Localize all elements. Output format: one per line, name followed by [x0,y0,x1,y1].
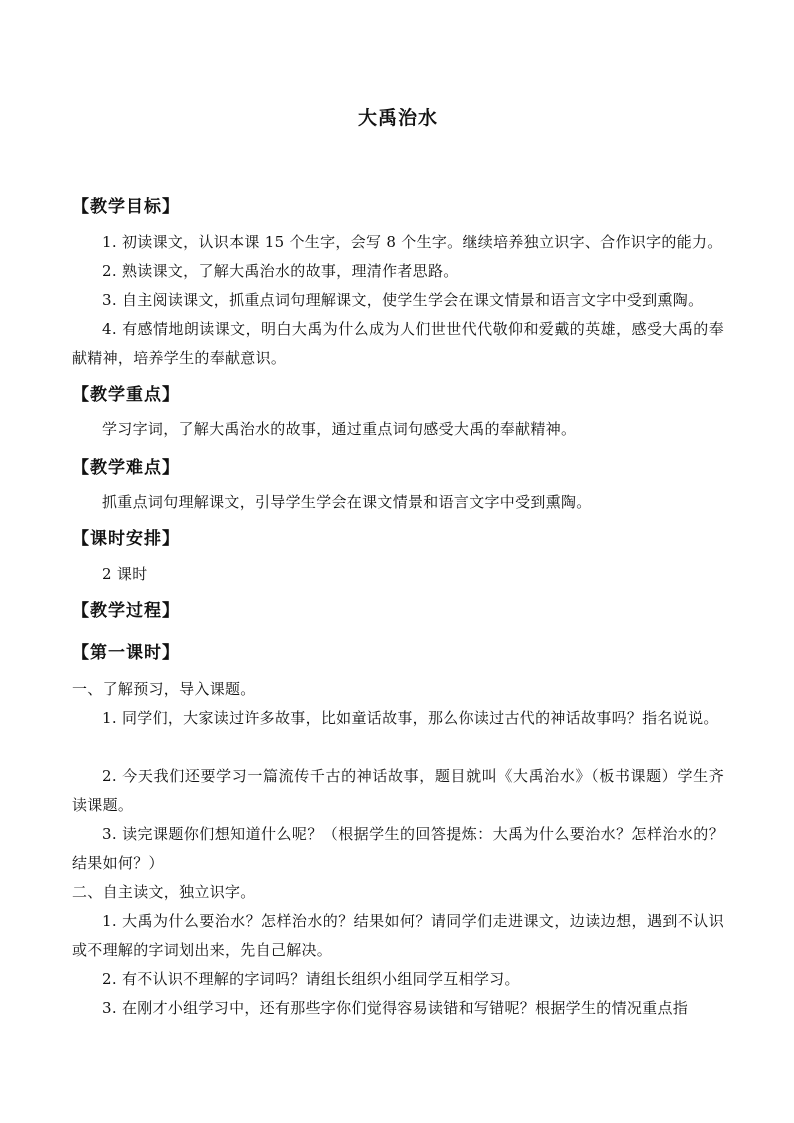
document-title: 大禹治水 [357,107,438,129]
part2-title: 二、自主读文，独立识字。 [72,883,256,901]
goal-item-1: 1. 初读课文，认识本课 15 个生字，会写 8 个生字。继续培养独立识字、合作识字的能力。 [102,233,723,251]
goal-item-3: 3. 自主阅读课文，抓重点词句理解课文，使学生学会在课文情景和语言文字中受到熏陶。 [102,291,704,309]
document-page [72,0,724,1123]
difficulty-text: 抓重点词句理解课文，引导学生学会在课文情景和语言文字中受到熏陶。 [102,493,592,511]
part2-item-3: 3. 在刚才小组学习中，还有那些字你们觉得容易读错和写错呢？根据学生的情况重点指 [102,999,689,1017]
difficulty-heading: 【教学难点】 [72,458,180,478]
goal-item-2: 2. 熟读课文，了解大禹治水的故事，理清作者思路。 [102,262,459,280]
schedule-heading: 【课时安排】 [72,529,180,549]
part2-item-1: 1. 大禹为什么要治水？怎样治水的？结果如何？请同学们走进课文，边读边想，遇到不认识或不理解的字词划出来，先自己解决。 [72,912,724,959]
lesson1-heading: 【第一课时】 [72,643,180,663]
goal-item-4: 4. 有感情地朗读课文，明白大禹为什么成为人们世世代代敬仰和爱戴的英雄，感受大禹的奉献精神，培养学生的奉献意识。 [72,320,724,367]
schedule-text: 2 课时 [102,565,148,583]
key-heading: 【教学重点】 [72,385,180,405]
process-heading: 【教学过程】 [72,601,180,621]
key-text: 学习字词，了解大禹治水的故事，通过重点词句感受大禹的奉献精神。 [102,420,577,438]
part1-item-1: 1. 同学们，大家读过许多故事，比如童话故事，那么你读过古代的神话故事吗？指名说说。 [102,709,719,727]
part1-item-3: 3. 读完课题你们想知道什么呢？（根据学生的回答提炼：大禹为什么要治水？怎样治水的？结果如何？） [72,825,724,872]
goals-heading: 【教学目标】 [72,197,180,217]
part1-title: 一、了解预习，导入课题。 [72,680,256,698]
part1-item-2: 2. 今天我们还要学习一篇流传千古的神话故事，题目就叫《大禹治水》（板书课题）学生齐读课题。 [72,767,724,814]
part2-item-2: 2. 有不认识不理解的字词吗？请组长组织小组同学互相学习。 [102,970,520,988]
